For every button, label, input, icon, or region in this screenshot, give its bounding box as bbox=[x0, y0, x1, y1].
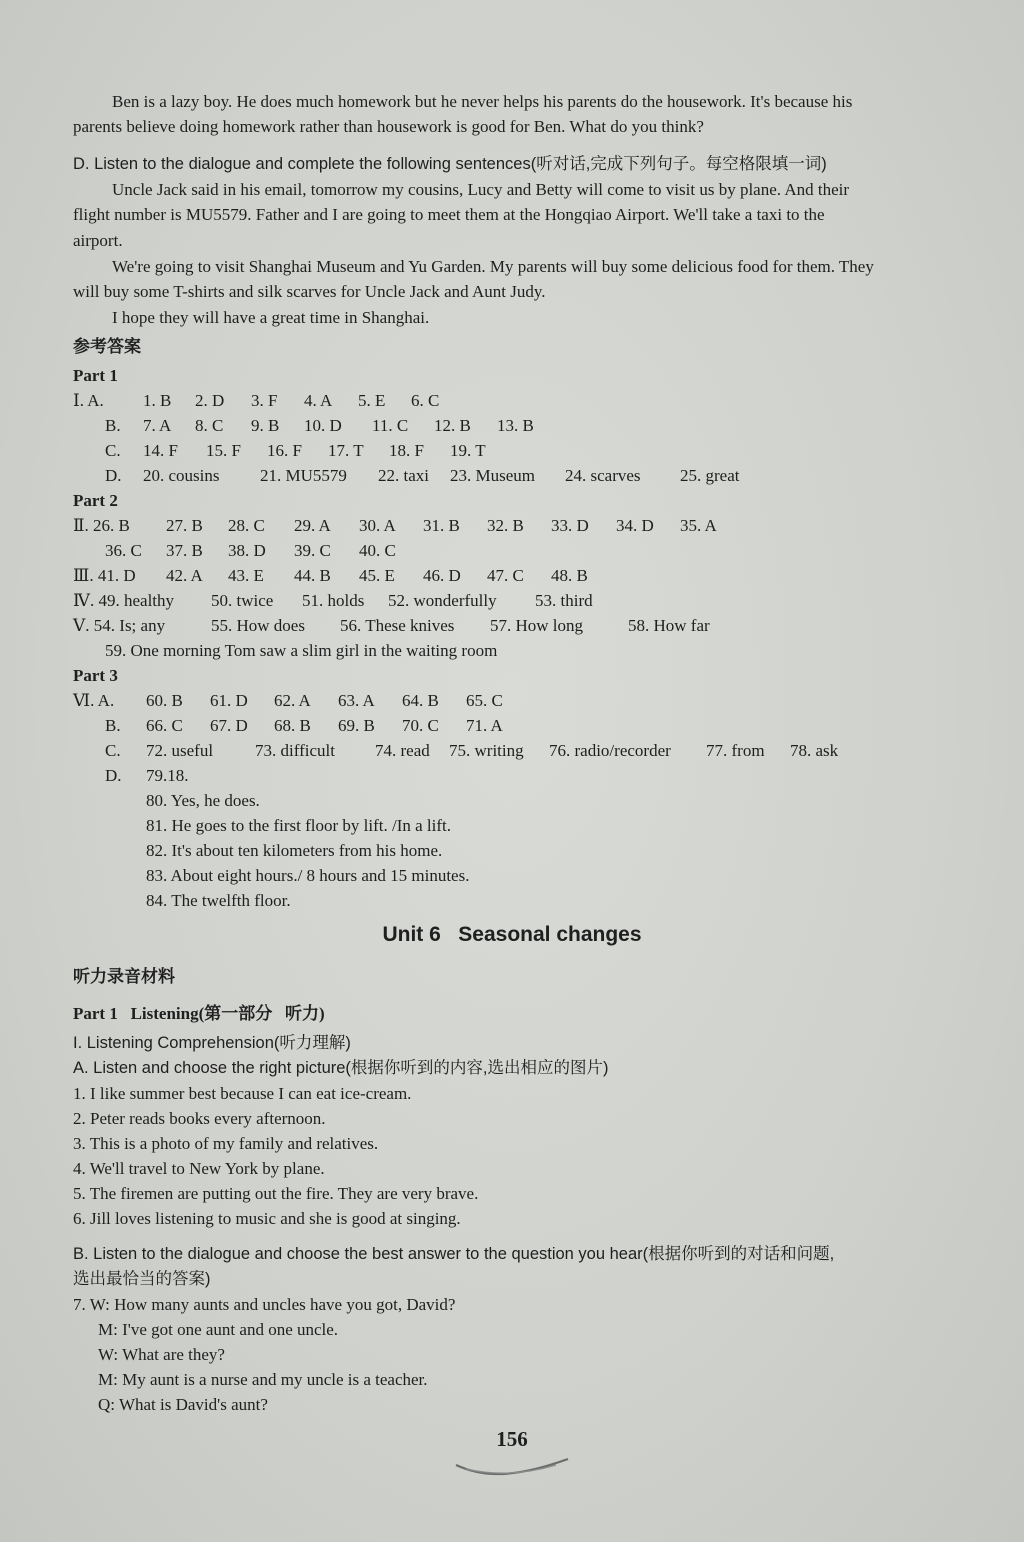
answer-item: 67. D bbox=[210, 716, 248, 735]
listening-item: 2. Peter reads books every afternoon. bbox=[73, 1109, 326, 1128]
answer-item: 35. A bbox=[680, 516, 717, 535]
answer-label: D. bbox=[105, 466, 122, 485]
answer-label: Ⅵ. A. bbox=[73, 691, 115, 710]
answer-item: 12. B bbox=[434, 416, 471, 435]
passage-line: airport. bbox=[73, 231, 123, 250]
part-heading: Part 1 bbox=[73, 366, 118, 385]
answer-item: 77. from bbox=[706, 741, 765, 760]
part-heading: Part 1 Listening(第一部分 听力) bbox=[73, 1004, 325, 1023]
passage-line: We're going to visit Shanghai Museum and Yu Garden. My parents will buy some delicious food for them. They bbox=[112, 257, 874, 276]
answer-item: 57. How long bbox=[490, 616, 584, 635]
answer-item: 42. A bbox=[166, 566, 203, 585]
dialogue-line: 7. W: How many aunts and uncles have you got, David? bbox=[73, 1295, 456, 1314]
answer-label: D. bbox=[105, 766, 122, 785]
answer-item: 2. D bbox=[195, 391, 225, 410]
answer-item: 66. C bbox=[146, 716, 183, 735]
passage-line: parents believe doing homework rather than housework is good for Ben. What do you think? bbox=[73, 117, 704, 136]
answer-item: 3. F bbox=[251, 391, 278, 410]
page-number: 156 bbox=[496, 1427, 528, 1451]
answer-item: 75. writing bbox=[449, 741, 524, 760]
answer-item: 10. D bbox=[304, 416, 342, 435]
answer-item: 74. read bbox=[375, 741, 430, 760]
answer-item: 36. C bbox=[105, 541, 142, 560]
dialogue-line: M: I've got one aunt and one uncle. bbox=[98, 1320, 339, 1339]
listening-item: 5. The firemen are putting out the fire. They are very brave. bbox=[73, 1184, 479, 1203]
part-heading: Part 3 bbox=[73, 666, 118, 685]
answer-label: C. bbox=[105, 741, 121, 760]
answer-item: 31. B bbox=[423, 516, 460, 535]
answer-item: 80. Yes, he does. bbox=[146, 791, 260, 810]
answer-item: 51. holds bbox=[302, 591, 365, 610]
answer-item: 48. B bbox=[551, 566, 588, 585]
answer-item: 19. T bbox=[450, 441, 486, 460]
answer-item: 43. E bbox=[228, 566, 264, 585]
answer-item: 22. taxi bbox=[378, 466, 429, 485]
answer-label: B. bbox=[105, 416, 121, 435]
answer-item: 52. wonderfully bbox=[388, 591, 497, 610]
answer-item: 18. F bbox=[389, 441, 424, 460]
answer-item: 55. How does bbox=[211, 616, 305, 635]
answer-item: 69. B bbox=[338, 716, 375, 735]
answer-label: C. bbox=[105, 441, 121, 460]
answer-item: 28. C bbox=[228, 516, 265, 535]
part-heading: Part 2 bbox=[73, 491, 118, 510]
answer-item: 71. A bbox=[466, 716, 503, 735]
answer-item: 5. E bbox=[358, 391, 386, 410]
answer-label: B. bbox=[105, 716, 121, 735]
answer-item: 72. useful bbox=[146, 741, 214, 760]
answer-item: 30. A bbox=[359, 516, 396, 535]
answer-item: 60. B bbox=[146, 691, 183, 710]
dialogue-line: Q: What is David's aunt? bbox=[98, 1395, 268, 1414]
answer-item: 39. C bbox=[294, 541, 331, 560]
answer-item: 79.18. bbox=[146, 766, 189, 785]
answer-item: 20. cousins bbox=[143, 466, 220, 485]
answer-item: 1. B bbox=[143, 391, 172, 410]
answer-item: Ⅲ. 41. D bbox=[73, 566, 136, 585]
answer-item: 59. One morning Tom saw a slim girl in the waiting room bbox=[105, 641, 498, 660]
answer-item: 82. It's about ten kilometers from his home. bbox=[146, 841, 443, 860]
answer-item: 65. C bbox=[466, 691, 503, 710]
answer-item: 84. The twelfth floor. bbox=[146, 891, 291, 910]
passage-line: Ben is a lazy boy. He does much homework but he never helps his parents do the housework. It's because his bbox=[112, 92, 853, 111]
answer-item: 64. B bbox=[402, 691, 439, 710]
materials-heading: 听力录音材料 bbox=[73, 967, 175, 987]
passage-line: flight number is MU5579. Father and I are going to meet them at the Hongqiao Airport. We'll take a taxi to the bbox=[73, 205, 825, 224]
answer-item: 81. He goes to the first floor by lift. /In a lift. bbox=[146, 816, 451, 835]
answer-item: 70. C bbox=[402, 716, 439, 735]
answer-item: 46. D bbox=[423, 566, 461, 585]
section-heading: B. Listen to the dialogue and choose the best answer to the question you hear(根据你听到的对话和问题, bbox=[73, 1245, 835, 1263]
passage-line: Uncle Jack said in his email, tomorrow my cousins, Lucy and Betty will come to visit us by plane. And their bbox=[112, 180, 850, 199]
section-heading: I. Listening Comprehension(听力理解) bbox=[73, 1034, 351, 1052]
listening-item: 4. We'll travel to New York by plane. bbox=[73, 1159, 325, 1178]
answer-item: 56. These knives bbox=[340, 616, 455, 635]
answer-item: 21. MU5579 bbox=[260, 466, 347, 485]
answer-item: 14. F bbox=[143, 441, 178, 460]
answer-item: 29. A bbox=[294, 516, 331, 535]
answer-item: 47. C bbox=[487, 566, 524, 585]
answer-item: 32. B bbox=[487, 516, 524, 535]
answer-item: 61. D bbox=[210, 691, 248, 710]
answer-item: 27. B bbox=[166, 516, 203, 535]
answer-item: 16. F bbox=[267, 441, 302, 460]
answer-item: 17. T bbox=[328, 441, 364, 460]
answer-item: 9. B bbox=[251, 416, 280, 435]
answer-item: 76. radio/recorder bbox=[549, 741, 671, 760]
page-ornament bbox=[452, 1455, 572, 1481]
answer-item: 13. B bbox=[497, 416, 534, 435]
answer-item: 37. B bbox=[166, 541, 203, 560]
answer-item: 83. About eight hours./ 8 hours and 15 minutes. bbox=[146, 866, 470, 885]
answer-item: Ⅳ. 49. healthy bbox=[73, 591, 175, 610]
answer-item: 8. C bbox=[195, 416, 224, 435]
dialogue-line: M: My aunt is a nurse and my uncle is a teacher. bbox=[98, 1370, 428, 1389]
answer-item: 68. B bbox=[274, 716, 311, 735]
listening-item: 3. This is a photo of my family and relatives. bbox=[73, 1134, 379, 1153]
answer-item: 25. great bbox=[680, 466, 740, 485]
answer-item: Ⅱ. 26. B bbox=[73, 516, 130, 535]
answers-title: 参考答案 bbox=[73, 337, 141, 357]
unit-title: Unit 6 Seasonal changes bbox=[382, 923, 642, 946]
section-heading: 选出最恰当的答案) bbox=[73, 1270, 211, 1288]
answer-item: 44. B bbox=[294, 566, 331, 585]
answer-item: 34. D bbox=[616, 516, 654, 535]
answer-item: 53. third bbox=[535, 591, 593, 610]
answer-item: 73. difficult bbox=[255, 741, 335, 760]
listening-item: 1. I like summer best because I can eat ice-cream. bbox=[73, 1084, 412, 1103]
answer-item: 23. Museum bbox=[450, 466, 535, 485]
section-heading: A. Listen and choose the right picture(根据你听到的内容,选出相应的图片) bbox=[73, 1059, 609, 1077]
answer-item: 38. D bbox=[228, 541, 266, 560]
answer-item: 33. D bbox=[551, 516, 589, 535]
answer-item: 15. F bbox=[206, 441, 241, 460]
listening-item: 6. Jill loves listening to music and she is good at singing. bbox=[73, 1209, 461, 1228]
answer-item: 63. A bbox=[338, 691, 375, 710]
answer-item: 58. How far bbox=[628, 616, 710, 635]
section-heading: D. Listen to the dialogue and complete the following sentences(听对话,完成下列句子。每空格限填一词) bbox=[73, 155, 827, 173]
passage-line: I hope they will have a great time in Shanghai. bbox=[112, 308, 430, 327]
answer-item: 45. E bbox=[359, 566, 395, 585]
answer-item: 50. twice bbox=[211, 591, 274, 610]
answer-label: Ⅰ. A. bbox=[73, 391, 104, 410]
answer-item: 4. A bbox=[304, 391, 333, 410]
passage-line: will buy some T-shirts and silk scarves for Uncle Jack and Aunt Judy. bbox=[73, 282, 546, 301]
answer-item: 11. C bbox=[372, 416, 409, 435]
answer-item: 24. scarves bbox=[565, 466, 641, 485]
answer-item: 40. C bbox=[359, 541, 396, 560]
answer-item: 62. A bbox=[274, 691, 311, 710]
answer-item: 6. C bbox=[411, 391, 440, 410]
dialogue-line: W: What are they? bbox=[98, 1345, 225, 1364]
answer-item: 7. A bbox=[143, 416, 172, 435]
answer-item: Ⅴ. 54. Is; any bbox=[73, 616, 166, 635]
answer-item: 78. ask bbox=[790, 741, 839, 760]
